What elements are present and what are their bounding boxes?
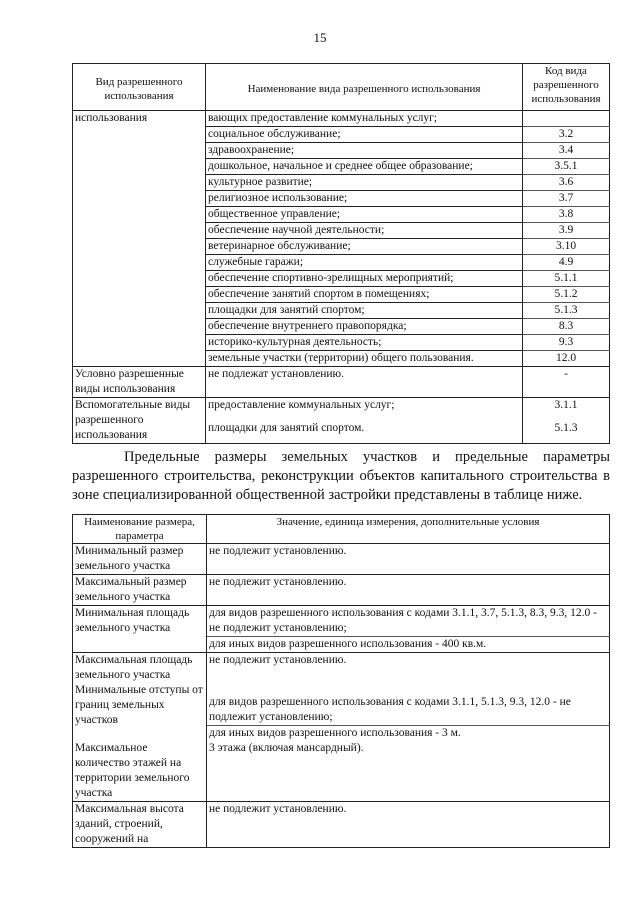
conditional-use-label: Условно разрешенные виды использования — [73, 367, 206, 398]
use-code: 3.8 — [523, 207, 610, 223]
use-name: площадки для занятий спортом; — [206, 303, 523, 319]
table-row — [73, 111, 610, 127]
table-row — [73, 802, 610, 848]
use-name: вающих предоставление коммунальных услуг; — [206, 111, 523, 127]
param-value: не подлежит установлению. — [207, 653, 610, 684]
header-parameter-value: Значение, единица измерения, дополнительные условия — [207, 515, 610, 544]
use-code: 3.10 — [523, 239, 610, 255]
table-header-row — [73, 64, 610, 111]
use-name: историко-культурная деятельность; — [206, 335, 523, 351]
table-row — [73, 741, 610, 802]
use-code: 5.1.3 — [523, 303, 610, 319]
use-code: 3.1.1 — [523, 398, 610, 421]
param-value: не подлежит установлению. — [207, 802, 610, 848]
param-label: Максимальная высота зданий, строений, сооружений на — [73, 802, 207, 848]
use-code: 3.9 — [523, 223, 610, 239]
use-name: предоставление коммунальных услуг; — [206, 398, 523, 421]
table-row — [73, 653, 610, 684]
use-name: обеспечение научной деятельности; — [206, 223, 523, 239]
param-label: Максимальный размер земельного участка — [73, 575, 207, 606]
use-name: обеспечение внутреннего правопорядка; — [206, 319, 523, 335]
use-name: социальное обслуживание; — [206, 127, 523, 143]
permitted-use-table — [72, 63, 610, 444]
use-code — [523, 111, 610, 127]
header-use-name: Наименование вида разрешенного использования — [206, 64, 523, 111]
table-row — [73, 606, 610, 637]
parameters-table — [72, 514, 610, 848]
use-code: - — [523, 367, 610, 398]
param-label: Минимальный размер земельного участка — [73, 544, 207, 575]
use-name: здравоохранение; — [206, 143, 523, 159]
param-value: для видов разрешенного использования с кодами 3.1.1, 5.1.3, 9.3, 12.0 - не подлежит установлению; — [207, 683, 610, 726]
param-value: 3 этажа (включая мансардный). — [207, 741, 610, 802]
use-name: не подлежат установлению. — [206, 367, 523, 398]
use-name: дошкольное, начальное и среднее общее образование; — [206, 159, 523, 175]
table-row — [73, 575, 610, 606]
use-code: 3.6 — [523, 175, 610, 191]
table-header-row — [73, 515, 610, 544]
main-use-label: использования — [73, 111, 206, 367]
use-code: 4.9 — [523, 255, 610, 271]
table-row — [73, 544, 610, 575]
table-row — [73, 683, 610, 726]
use-code: 5.1.2 — [523, 287, 610, 303]
use-code: 3.4 — [523, 143, 610, 159]
page-number: 15 — [313, 30, 327, 45]
use-code: 8.3 — [523, 319, 610, 335]
param-value: для иных видов разрешенного использования - 3 м. — [207, 726, 610, 742]
use-name: площадки для занятий спортом. — [206, 421, 523, 444]
use-name: религиозное использование; — [206, 191, 523, 207]
use-code: 9.3 — [523, 335, 610, 351]
param-value: не подлежит установлению. — [207, 544, 610, 575]
use-name: общественное управление; — [206, 207, 523, 223]
body-paragraph: Предельные размеры земельных участков и предельные параметры разрешенного строительства, реконструкции объектов капитального строительства в зоне специализированной общественной застройки представлены в таблице ниже. — [72, 449, 610, 503]
use-code: 5.1.3 — [523, 421, 610, 444]
use-code: 3.2 — [523, 127, 610, 143]
param-value: для видов разрешенного использования с кодами 3.1.1, 3.7, 5.1.3, 8.3, 9.3, 12.0 - не подлежит установлению; — [207, 606, 610, 637]
param-value: для иных видов разрешенного использования - 400 кв.м. — [207, 637, 610, 653]
use-name: культурное развитие; — [206, 175, 523, 191]
param-label: Максимальное количество этажей на территории земельного участка — [73, 741, 207, 802]
param-label: Максимальная площадь земельного участка — [73, 653, 207, 684]
header-use-type: Вид разрешенного использования — [73, 64, 206, 111]
param-value: не подлежит установлению. — [207, 575, 610, 606]
param-label: Минимальная площадь земельного участка — [73, 606, 207, 653]
use-code: 3.7 — [523, 191, 610, 207]
use-name: ветеринарное обслуживание; — [206, 239, 523, 255]
use-code: 5.1.1 — [523, 271, 610, 287]
header-use-code: Код вида разрешенного использования — [523, 64, 610, 111]
use-name: служебные гаражи; — [206, 255, 523, 271]
use-code: 3.5.1 — [523, 159, 610, 175]
use-code: 12.0 — [523, 351, 610, 367]
param-label: Минимальные отступы от границ земельных участков — [73, 683, 207, 741]
use-name: обеспечение спортивно-зрелищных мероприятий; — [206, 271, 523, 287]
table-row — [73, 398, 610, 421]
header-parameter-name: Наименование размера, параметра — [73, 515, 207, 544]
table-row — [73, 367, 610, 398]
use-name: обеспечение занятий спортом в помещениях; — [206, 287, 523, 303]
use-name: земельные участки (территории) общего пользования. — [206, 351, 523, 367]
auxiliary-use-label: Вспомогательные виды разрешенного использования — [73, 398, 206, 444]
